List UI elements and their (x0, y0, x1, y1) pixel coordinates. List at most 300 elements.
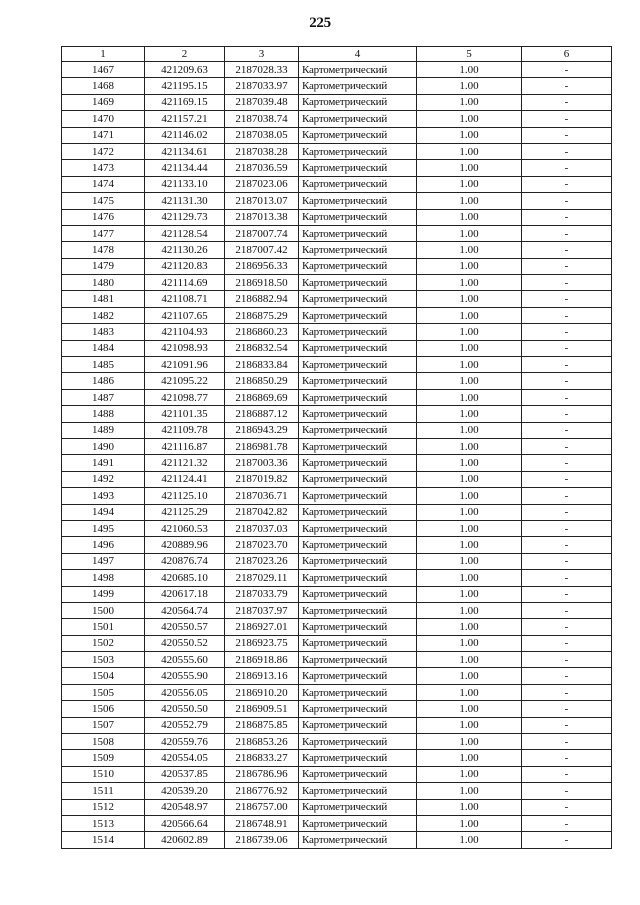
table-row (62, 307, 612, 323)
accuracy-cell: 1.00 (417, 684, 522, 700)
column-header: 4 (299, 47, 417, 62)
table-row (62, 242, 612, 258)
table-row (62, 143, 612, 159)
y-coordinate-cell: 2187037.97 (225, 602, 299, 618)
x-coordinate-cell: 420566.64 (145, 815, 225, 831)
method-cell: Картометрический (299, 652, 417, 668)
accuracy-cell: 1.00 (417, 668, 522, 684)
method-cell: Картометрический (299, 799, 417, 815)
table-row (62, 586, 612, 602)
method-cell: Картометрический (299, 160, 417, 176)
x-coordinate-cell: 421209.63 (145, 62, 225, 78)
y-coordinate-cell: 2186875.85 (225, 717, 299, 733)
accuracy-cell: 1.00 (417, 832, 522, 848)
method-cell: Картометрический (299, 324, 417, 340)
x-coordinate-cell: 421146.02 (145, 127, 225, 143)
table-row (62, 815, 612, 831)
method-cell: Картометрический (299, 602, 417, 618)
table-row (62, 438, 612, 454)
accuracy-cell: 1.00 (417, 275, 522, 291)
y-coordinate-cell: 2186887.12 (225, 406, 299, 422)
point-number-cell: 1468 (62, 78, 145, 94)
table-row (62, 176, 612, 192)
table-row (62, 340, 612, 356)
y-coordinate-cell: 2186943.29 (225, 422, 299, 438)
y-coordinate-cell: 2187038.74 (225, 111, 299, 127)
method-cell: Картометрический (299, 488, 417, 504)
y-coordinate-cell: 2187038.05 (225, 127, 299, 143)
y-coordinate-cell: 2186918.86 (225, 652, 299, 668)
table-row (62, 783, 612, 799)
x-coordinate-cell: 420555.60 (145, 652, 225, 668)
note-cell: - (522, 291, 612, 307)
x-coordinate-cell: 421169.15 (145, 94, 225, 110)
y-coordinate-cell: 2186832.54 (225, 340, 299, 356)
note-cell: - (522, 520, 612, 536)
y-coordinate-cell: 2186927.01 (225, 619, 299, 635)
method-cell: Картометрический (299, 422, 417, 438)
accuracy-cell: 1.00 (417, 537, 522, 553)
table-row (62, 127, 612, 143)
accuracy-cell: 1.00 (417, 422, 522, 438)
note-cell: - (522, 406, 612, 422)
y-coordinate-cell: 2186910.20 (225, 684, 299, 700)
x-coordinate-cell: 421125.29 (145, 504, 225, 520)
method-cell: Картометрический (299, 635, 417, 651)
x-coordinate-cell: 420537.85 (145, 766, 225, 782)
y-coordinate-cell: 2187037.03 (225, 520, 299, 536)
x-coordinate-cell: 421157.21 (145, 111, 225, 127)
point-number-cell: 1470 (62, 111, 145, 127)
x-coordinate-cell: 421195.15 (145, 78, 225, 94)
method-cell: Картометрический (299, 586, 417, 602)
method-cell: Картометрический (299, 78, 417, 94)
note-cell: - (522, 373, 612, 389)
y-coordinate-cell: 2187013.38 (225, 209, 299, 225)
note-cell: - (522, 471, 612, 487)
point-number-cell: 1490 (62, 438, 145, 454)
note-cell: - (522, 94, 612, 110)
point-number-cell: 1474 (62, 176, 145, 192)
note-cell: - (522, 488, 612, 504)
accuracy-cell: 1.00 (417, 176, 522, 192)
method-cell: Картометрический (299, 143, 417, 159)
point-number-cell: 1492 (62, 471, 145, 487)
x-coordinate-cell: 420559.76 (145, 734, 225, 750)
point-number-cell: 1497 (62, 553, 145, 569)
x-coordinate-cell: 421131.30 (145, 193, 225, 209)
point-number-cell: 1491 (62, 455, 145, 471)
note-cell: - (522, 258, 612, 274)
y-coordinate-cell: 2187036.59 (225, 160, 299, 176)
y-coordinate-cell: 2187023.26 (225, 553, 299, 569)
note-cell: - (522, 127, 612, 143)
table-row (62, 652, 612, 668)
x-coordinate-cell: 420564.74 (145, 602, 225, 618)
method-cell: Картометрический (299, 619, 417, 635)
accuracy-cell: 1.00 (417, 389, 522, 405)
point-number-cell: 1477 (62, 225, 145, 241)
y-coordinate-cell: 2187019.82 (225, 471, 299, 487)
accuracy-cell: 1.00 (417, 242, 522, 258)
accuracy-cell: 1.00 (417, 701, 522, 717)
y-coordinate-cell: 2187033.79 (225, 586, 299, 602)
y-coordinate-cell: 2186850.29 (225, 373, 299, 389)
table-row (62, 160, 612, 176)
method-cell: Картометрический (299, 438, 417, 454)
note-cell: - (522, 701, 612, 717)
point-number-cell: 1495 (62, 520, 145, 536)
y-coordinate-cell: 2186923.75 (225, 635, 299, 651)
note-cell: - (522, 78, 612, 94)
x-coordinate-cell: 420602.89 (145, 832, 225, 848)
x-coordinate-cell: 421060.53 (145, 520, 225, 536)
accuracy-cell: 1.00 (417, 258, 522, 274)
accuracy-cell: 1.00 (417, 815, 522, 831)
table-row (62, 324, 612, 340)
note-cell: - (522, 422, 612, 438)
note-cell: - (522, 455, 612, 471)
accuracy-cell: 1.00 (417, 520, 522, 536)
method-cell: Картометрический (299, 783, 417, 799)
accuracy-cell: 1.00 (417, 291, 522, 307)
table-row (62, 537, 612, 553)
method-cell: Картометрический (299, 357, 417, 373)
y-coordinate-cell: 2187023.06 (225, 176, 299, 192)
accuracy-cell: 1.00 (417, 455, 522, 471)
accuracy-cell: 1.00 (417, 209, 522, 225)
note-cell: - (522, 586, 612, 602)
note-cell: - (522, 62, 612, 78)
table-row (62, 62, 612, 78)
accuracy-cell: 1.00 (417, 357, 522, 373)
note-cell: - (522, 111, 612, 127)
method-cell: Картометрический (299, 373, 417, 389)
note-cell: - (522, 734, 612, 750)
point-number-cell: 1475 (62, 193, 145, 209)
accuracy-cell: 1.00 (417, 373, 522, 389)
point-number-cell: 1494 (62, 504, 145, 520)
table-row (62, 291, 612, 307)
table-row (62, 750, 612, 766)
note-cell: - (522, 537, 612, 553)
note-cell: - (522, 176, 612, 192)
method-cell: Картометрический (299, 570, 417, 586)
y-coordinate-cell: 2186853.26 (225, 734, 299, 750)
note-cell: - (522, 209, 612, 225)
point-number-cell: 1510 (62, 766, 145, 782)
point-number-cell: 1507 (62, 717, 145, 733)
column-header: 6 (522, 47, 612, 62)
method-cell: Картометрический (299, 225, 417, 241)
y-coordinate-cell: 2187007.42 (225, 242, 299, 258)
y-coordinate-cell: 2187042.82 (225, 504, 299, 520)
method-cell: Картометрический (299, 307, 417, 323)
accuracy-cell: 1.00 (417, 438, 522, 454)
x-coordinate-cell: 421134.61 (145, 143, 225, 159)
x-coordinate-cell: 420554.05 (145, 750, 225, 766)
x-coordinate-cell: 420550.52 (145, 635, 225, 651)
accuracy-cell: 1.00 (417, 619, 522, 635)
point-number-cell: 1480 (62, 275, 145, 291)
accuracy-cell: 1.00 (417, 799, 522, 815)
point-number-cell: 1499 (62, 586, 145, 602)
point-number-cell: 1498 (62, 570, 145, 586)
point-number-cell: 1505 (62, 684, 145, 700)
point-number-cell: 1486 (62, 373, 145, 389)
table-row (62, 389, 612, 405)
y-coordinate-cell: 2187023.70 (225, 537, 299, 553)
accuracy-cell: 1.00 (417, 602, 522, 618)
table-row (62, 471, 612, 487)
point-number-cell: 1501 (62, 619, 145, 635)
note-cell: - (522, 783, 612, 799)
point-number-cell: 1479 (62, 258, 145, 274)
x-coordinate-cell: 420548.97 (145, 799, 225, 815)
method-cell: Картометрический (299, 668, 417, 684)
table-row (62, 373, 612, 389)
x-coordinate-cell: 420556.05 (145, 684, 225, 700)
note-cell: - (522, 438, 612, 454)
x-coordinate-cell: 421108.71 (145, 291, 225, 307)
note-cell: - (522, 389, 612, 405)
page-number: 225 (309, 15, 331, 31)
method-cell: Картометрический (299, 750, 417, 766)
accuracy-cell: 1.00 (417, 488, 522, 504)
y-coordinate-cell: 2187028.33 (225, 62, 299, 78)
point-number-cell: 1487 (62, 389, 145, 405)
x-coordinate-cell: 421107.65 (145, 307, 225, 323)
x-coordinate-cell: 421098.93 (145, 340, 225, 356)
method-cell: Картометрический (299, 815, 417, 831)
point-number-cell: 1483 (62, 324, 145, 340)
y-coordinate-cell: 2187013.07 (225, 193, 299, 209)
point-number-cell: 1506 (62, 701, 145, 717)
note-cell: - (522, 619, 612, 635)
note-cell: - (522, 668, 612, 684)
table-row (62, 488, 612, 504)
y-coordinate-cell: 2186981.78 (225, 438, 299, 454)
method-cell: Картометрический (299, 734, 417, 750)
x-coordinate-cell: 420552.79 (145, 717, 225, 733)
point-number-cell: 1509 (62, 750, 145, 766)
note-cell: - (522, 242, 612, 258)
y-coordinate-cell: 2186833.27 (225, 750, 299, 766)
note-cell: - (522, 799, 612, 815)
y-coordinate-cell: 2186833.84 (225, 357, 299, 373)
x-coordinate-cell: 420876.74 (145, 553, 225, 569)
y-coordinate-cell: 2186776.92 (225, 783, 299, 799)
method-cell: Картометрический (299, 62, 417, 78)
accuracy-cell: 1.00 (417, 553, 522, 569)
accuracy-cell: 1.00 (417, 635, 522, 651)
y-coordinate-cell: 2187038.28 (225, 143, 299, 159)
column-header: 1 (62, 47, 145, 62)
table-header-row (62, 47, 612, 62)
point-number-cell: 1482 (62, 307, 145, 323)
note-cell: - (522, 143, 612, 159)
point-number-cell: 1488 (62, 406, 145, 422)
table-row (62, 734, 612, 750)
method-cell: Картометрический (299, 94, 417, 110)
y-coordinate-cell: 2186875.29 (225, 307, 299, 323)
point-number-cell: 1503 (62, 652, 145, 668)
method-cell: Картометрический (299, 504, 417, 520)
note-cell: - (522, 750, 612, 766)
x-coordinate-cell: 421116.87 (145, 438, 225, 454)
note-cell: - (522, 570, 612, 586)
table-row (62, 209, 612, 225)
accuracy-cell: 1.00 (417, 225, 522, 241)
method-cell: Картометрический (299, 176, 417, 192)
note-cell: - (522, 504, 612, 520)
table-row (62, 799, 612, 815)
table-row (62, 94, 612, 110)
x-coordinate-cell: 420550.50 (145, 701, 225, 717)
x-coordinate-cell: 420550.57 (145, 619, 225, 635)
accuracy-cell: 1.00 (417, 324, 522, 340)
table-row (62, 570, 612, 586)
note-cell: - (522, 684, 612, 700)
y-coordinate-cell: 2187007.74 (225, 225, 299, 241)
y-coordinate-cell: 2186757.00 (225, 799, 299, 815)
column-header: 3 (225, 47, 299, 62)
accuracy-cell: 1.00 (417, 111, 522, 127)
note-cell: - (522, 225, 612, 241)
y-coordinate-cell: 2187003.36 (225, 455, 299, 471)
y-coordinate-cell: 2187033.97 (225, 78, 299, 94)
y-coordinate-cell: 2187039.48 (225, 94, 299, 110)
accuracy-cell: 1.00 (417, 94, 522, 110)
point-number-cell: 1508 (62, 734, 145, 750)
method-cell: Картометрический (299, 291, 417, 307)
y-coordinate-cell: 2186869.69 (225, 389, 299, 405)
table-row (62, 193, 612, 209)
accuracy-cell: 1.00 (417, 717, 522, 733)
y-coordinate-cell: 2186909.51 (225, 701, 299, 717)
table-row (62, 520, 612, 536)
x-coordinate-cell: 421114.69 (145, 275, 225, 291)
y-coordinate-cell: 2186860.23 (225, 324, 299, 340)
accuracy-cell: 1.00 (417, 586, 522, 602)
table-row (62, 504, 612, 520)
x-coordinate-cell: 420617.18 (145, 586, 225, 602)
point-number-cell: 1481 (62, 291, 145, 307)
method-cell: Картометрический (299, 717, 417, 733)
accuracy-cell: 1.00 (417, 143, 522, 159)
method-cell: Картометрический (299, 455, 417, 471)
method-cell: Картометрический (299, 684, 417, 700)
note-cell: - (522, 635, 612, 651)
x-coordinate-cell: 421128.54 (145, 225, 225, 241)
accuracy-cell: 1.00 (417, 160, 522, 176)
table-row (62, 766, 612, 782)
table-row (62, 553, 612, 569)
point-number-cell: 1471 (62, 127, 145, 143)
point-number-cell: 1489 (62, 422, 145, 438)
x-coordinate-cell: 420555.90 (145, 668, 225, 684)
point-number-cell: 1485 (62, 357, 145, 373)
x-coordinate-cell: 420685.10 (145, 570, 225, 586)
x-coordinate-cell: 421120.83 (145, 258, 225, 274)
point-number-cell: 1513 (62, 815, 145, 831)
table-row (62, 275, 612, 291)
accuracy-cell: 1.00 (417, 193, 522, 209)
note-cell: - (522, 160, 612, 176)
method-cell: Картометрический (299, 275, 417, 291)
accuracy-cell: 1.00 (417, 652, 522, 668)
accuracy-cell: 1.00 (417, 78, 522, 94)
table-row (62, 717, 612, 733)
point-number-cell: 1467 (62, 62, 145, 78)
point-number-cell: 1484 (62, 340, 145, 356)
table-row (62, 78, 612, 94)
method-cell: Картометрический (299, 832, 417, 848)
x-coordinate-cell: 421133.10 (145, 176, 225, 192)
table-row (62, 619, 612, 635)
table-row (62, 258, 612, 274)
table-row (62, 684, 612, 700)
method-cell: Картометрический (299, 193, 417, 209)
column-header: 5 (417, 47, 522, 62)
accuracy-cell: 1.00 (417, 750, 522, 766)
note-cell: - (522, 340, 612, 356)
accuracy-cell: 1.00 (417, 783, 522, 799)
point-number-cell: 1476 (62, 209, 145, 225)
note-cell: - (522, 275, 612, 291)
x-coordinate-cell: 420889.96 (145, 537, 225, 553)
point-number-cell: 1496 (62, 537, 145, 553)
x-coordinate-cell: 421101.35 (145, 406, 225, 422)
table-row (62, 602, 612, 618)
point-number-cell: 1493 (62, 488, 145, 504)
point-number-cell: 1504 (62, 668, 145, 684)
x-coordinate-cell: 421130.26 (145, 242, 225, 258)
method-cell: Картометрический (299, 471, 417, 487)
note-cell: - (522, 553, 612, 569)
point-number-cell: 1472 (62, 143, 145, 159)
accuracy-cell: 1.00 (417, 471, 522, 487)
table-row (62, 635, 612, 651)
y-coordinate-cell: 2186739.06 (225, 832, 299, 848)
method-cell: Картометрический (299, 766, 417, 782)
column-header: 2 (145, 47, 225, 62)
note-cell: - (522, 307, 612, 323)
note-cell: - (522, 832, 612, 848)
point-number-cell: 1511 (62, 783, 145, 799)
note-cell: - (522, 193, 612, 209)
note-cell: - (522, 717, 612, 733)
y-coordinate-cell: 2187029.11 (225, 570, 299, 586)
note-cell: - (522, 815, 612, 831)
accuracy-cell: 1.00 (417, 734, 522, 750)
method-cell: Картометрический (299, 111, 417, 127)
x-coordinate-cell: 421109.78 (145, 422, 225, 438)
method-cell: Картометрический (299, 242, 417, 258)
method-cell: Картометрический (299, 209, 417, 225)
point-number-cell: 1500 (62, 602, 145, 618)
x-coordinate-cell: 421091.96 (145, 357, 225, 373)
table-row (62, 701, 612, 717)
y-coordinate-cell: 2186956.33 (225, 258, 299, 274)
method-cell: Картометрический (299, 537, 417, 553)
y-coordinate-cell: 2186748.91 (225, 815, 299, 831)
accuracy-cell: 1.00 (417, 766, 522, 782)
method-cell: Картометрический (299, 553, 417, 569)
x-coordinate-cell: 421134.44 (145, 160, 225, 176)
note-cell: - (522, 602, 612, 618)
point-number-cell: 1469 (62, 94, 145, 110)
